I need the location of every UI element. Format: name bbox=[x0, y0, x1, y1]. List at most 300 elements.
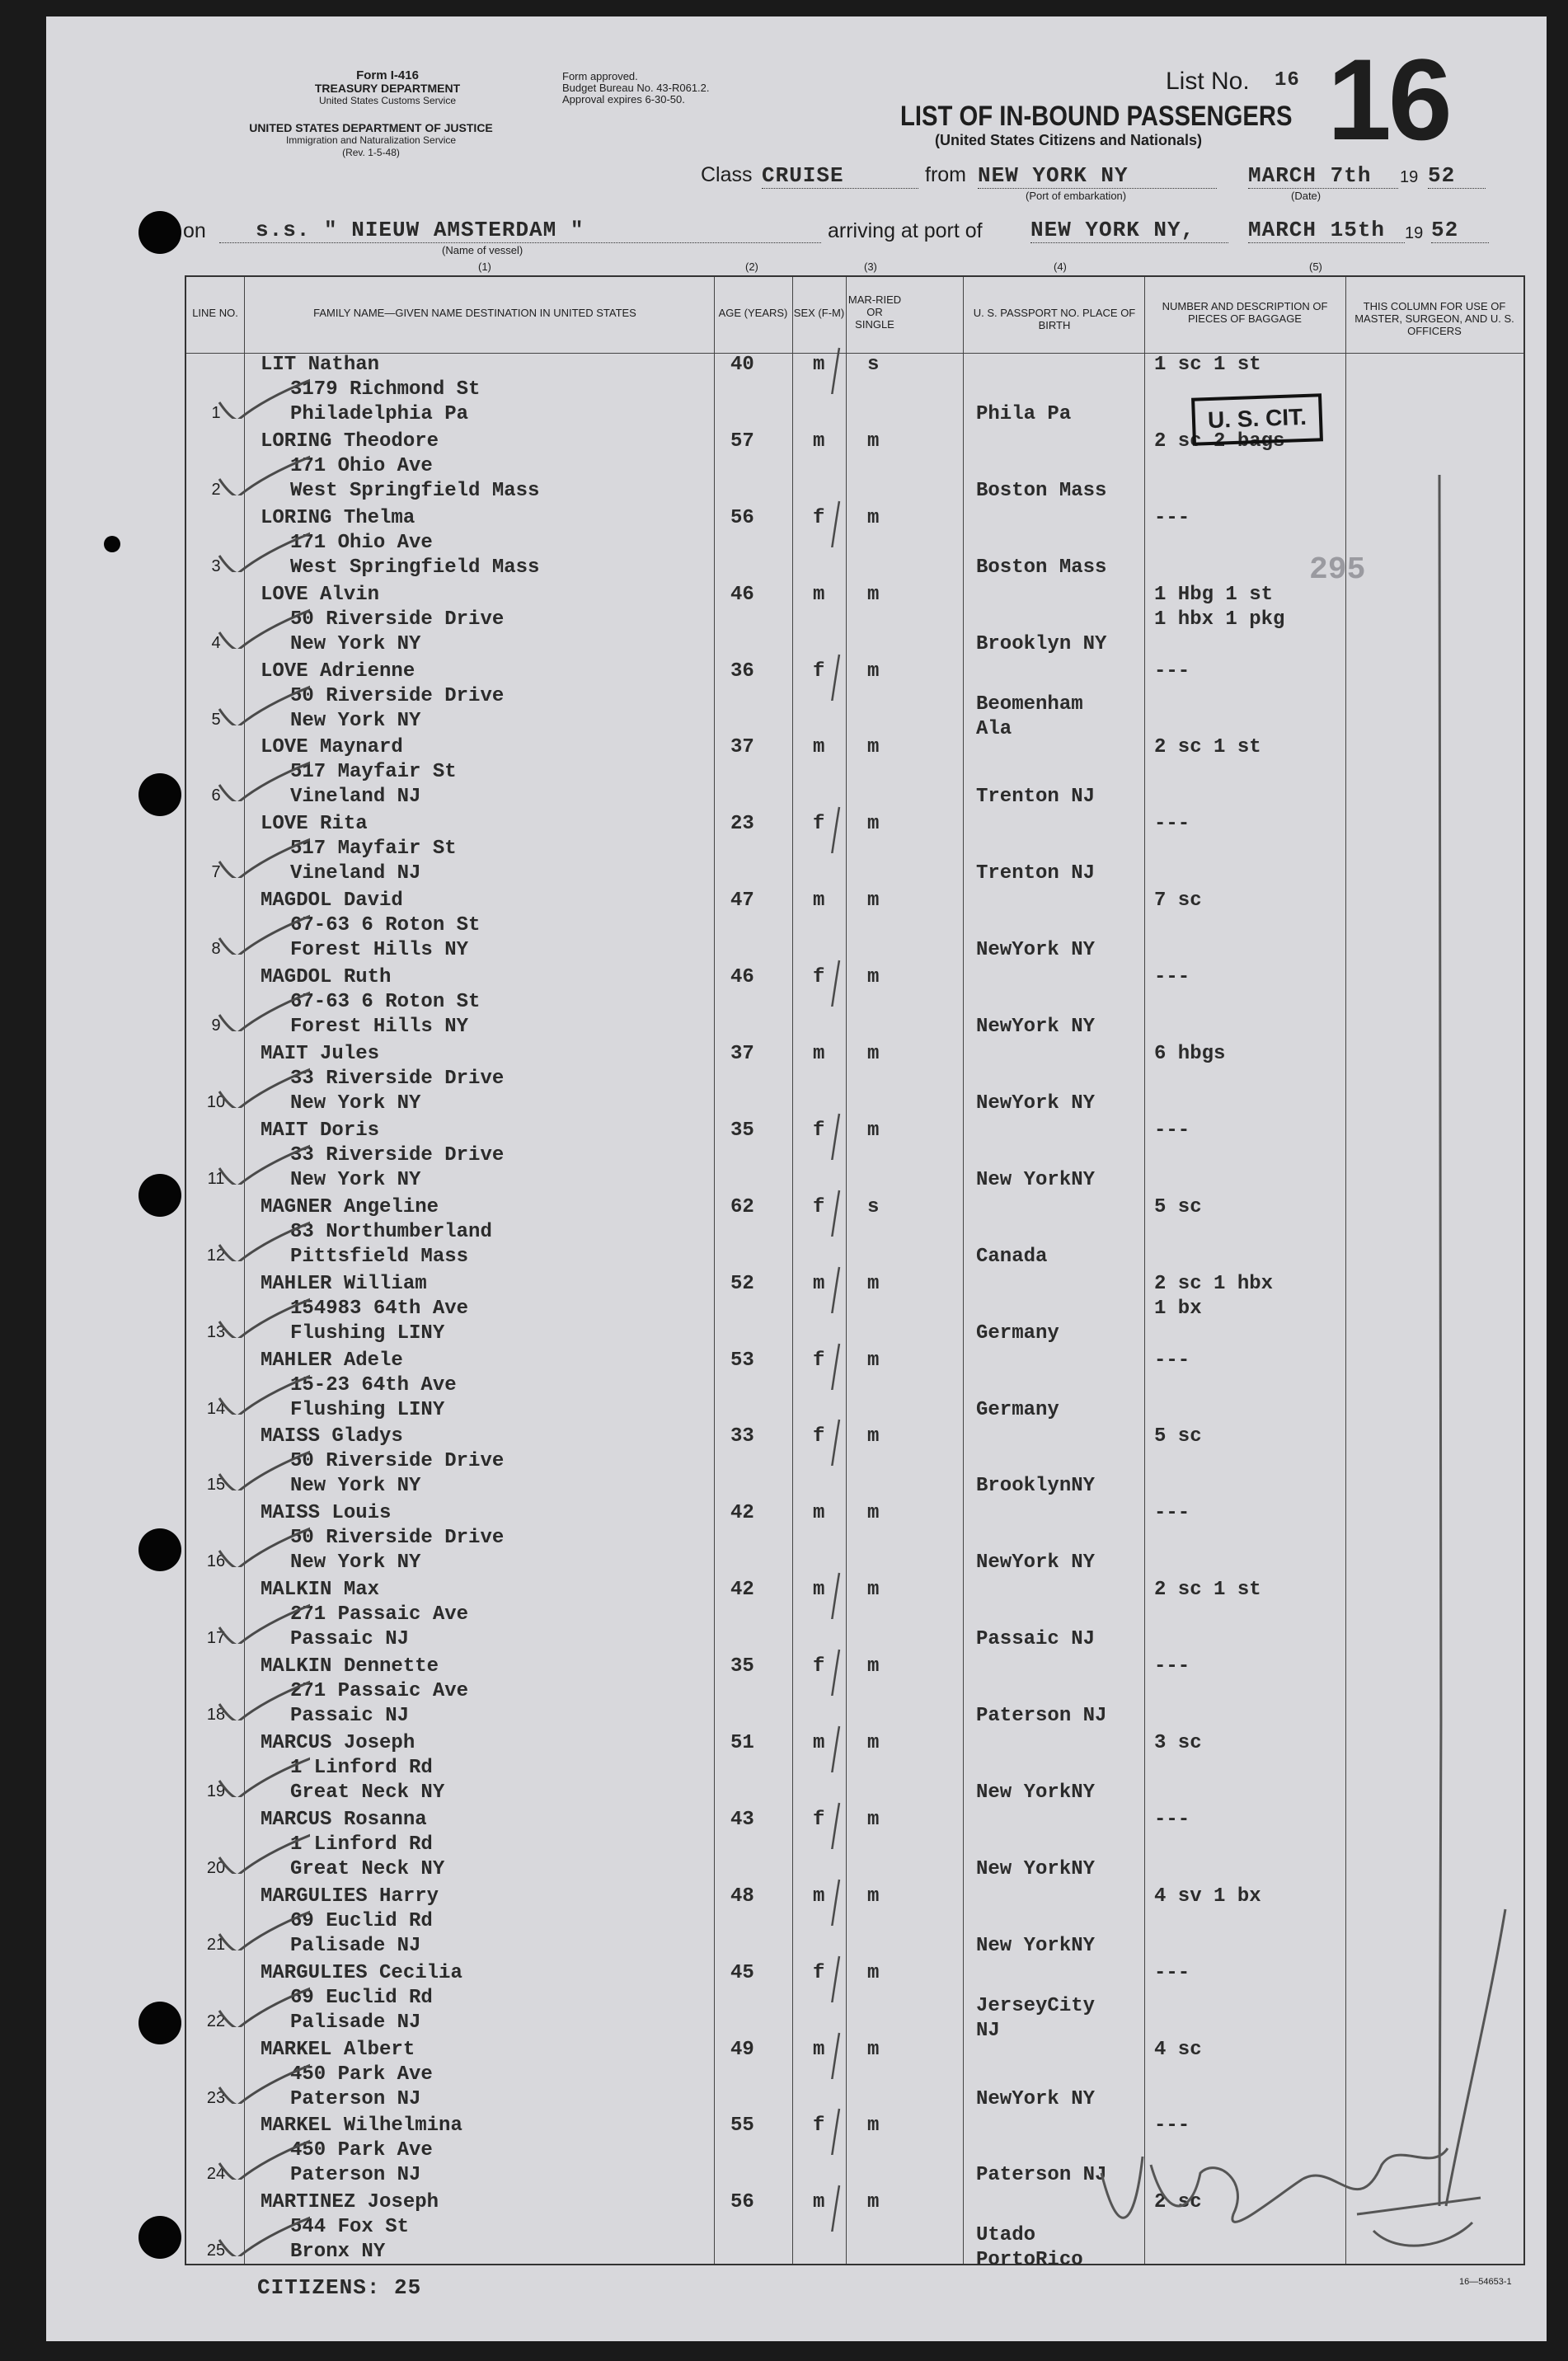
address-line-2: New York NY bbox=[290, 1551, 421, 1575]
sex: f bbox=[813, 659, 825, 683]
line-number: 15 bbox=[206, 1476, 226, 1495]
check-mark-icon bbox=[211, 1441, 310, 1490]
tick-mark-icon bbox=[821, 1800, 920, 1849]
passenger-name: MARCUS Joseph bbox=[261, 1732, 415, 1755]
check-mark-icon bbox=[211, 676, 310, 725]
date-year: 52 bbox=[1428, 163, 1486, 189]
baggage: --- bbox=[1154, 659, 1190, 683]
date-19: 19 bbox=[1400, 168, 1419, 186]
address-line-2: Pittsfield Mass bbox=[290, 1245, 469, 1268]
check-mark-icon bbox=[211, 1212, 310, 1261]
binder-hole bbox=[138, 2002, 181, 2044]
tick-mark-icon bbox=[821, 1876, 920, 1926]
sex: m bbox=[813, 1579, 825, 1602]
form-approved bbox=[562, 71, 710, 106]
check-mark-icon bbox=[211, 2207, 310, 2256]
address-line-2: Passaic NJ bbox=[290, 1628, 410, 1651]
birthplace: Canada bbox=[976, 1245, 1048, 1268]
baggage: 2 sc 1 st bbox=[1154, 736, 1261, 759]
birthplace: Paterson NJ bbox=[976, 1705, 1107, 1728]
address-line-2: Flushing LINY bbox=[290, 1398, 445, 1421]
address-line-1: 450 Park Ave bbox=[290, 2139, 433, 2162]
address-line-1: 517 Mayfair St bbox=[290, 838, 457, 861]
sex: m bbox=[813, 1043, 825, 1066]
baggage: --- bbox=[1154, 966, 1190, 989]
binder-hole bbox=[104, 536, 120, 552]
birthplace: Trenton NJ bbox=[976, 786, 1096, 809]
marital-status: m bbox=[867, 1885, 880, 1908]
address-line-2: Paterson NJ bbox=[290, 2087, 421, 2110]
marital-status: m bbox=[867, 1425, 880, 1448]
marital-status: m bbox=[867, 659, 880, 683]
passenger-name: MAISS Gladys bbox=[261, 1425, 403, 1448]
age: 52 bbox=[730, 1272, 754, 1295]
address-line-1: 450 Park Ave bbox=[290, 2063, 433, 2086]
baggage: 3 sc bbox=[1154, 1732, 1202, 1755]
birthplace: Boston Mass bbox=[976, 479, 1107, 502]
col-baggage: NUMBER AND DESCRIPTION OF PIECES OF BAGGAGE bbox=[1162, 300, 1328, 325]
binder-hole bbox=[138, 2216, 181, 2259]
col-officers: THIS COLUMN FOR USE OF MASTER, SURGEON, AND U. S. OFFICERS bbox=[1354, 300, 1514, 337]
sex: m bbox=[813, 1885, 825, 1908]
budget-text: Budget Bureau No. 43-R061.2. bbox=[562, 82, 710, 94]
address-line-1: 271 Passaic Ave bbox=[290, 1680, 469, 1703]
list-no-label: List No. bbox=[1166, 68, 1250, 95]
check-mark-icon bbox=[211, 905, 310, 955]
approved-text: Form approved. bbox=[562, 70, 638, 82]
date-caption: (Date) bbox=[1291, 190, 1322, 202]
class-label: Class bbox=[701, 163, 753, 186]
address-line-1: 50 Riverside Drive bbox=[290, 1450, 505, 1473]
check-mark-icon bbox=[211, 1748, 310, 1797]
col-line: LINE NO. bbox=[192, 307, 238, 319]
passenger-name: MAGDOL David bbox=[261, 889, 403, 913]
birthplace: Germany bbox=[976, 1321, 1059, 1345]
address-line-1: 33 Riverside Drive bbox=[290, 1143, 505, 1166]
check-mark-icon bbox=[211, 523, 310, 572]
sex: f bbox=[813, 1961, 825, 1984]
arrival-port: NEW YORK NY, bbox=[1030, 218, 1228, 243]
birthplace: NewYork NY bbox=[976, 1016, 1096, 1039]
birthplace: Beomenham bbox=[976, 692, 1083, 716]
age: 40 bbox=[730, 354, 754, 376]
sex: m bbox=[813, 1502, 825, 1525]
tick-mark-icon bbox=[821, 2030, 920, 2079]
form-revision: (Rev. 1-5-48) bbox=[342, 147, 400, 158]
line-number: 2 bbox=[211, 480, 221, 499]
address-line-1: 50 Riverside Drive bbox=[290, 1527, 505, 1550]
line-number: 7 bbox=[211, 863, 221, 882]
line-number: 22 bbox=[206, 2011, 226, 2030]
col-num-2: (2) bbox=[745, 261, 758, 273]
passenger-name: MARCUS Rosanna bbox=[261, 1808, 427, 1831]
age: 56 bbox=[730, 506, 754, 529]
sex: f bbox=[813, 966, 825, 989]
binder-hole bbox=[138, 1528, 181, 1571]
marital-status: m bbox=[867, 1349, 880, 1372]
tick-mark-icon bbox=[821, 2182, 920, 2232]
col-age: AGE (YEARS) bbox=[718, 307, 788, 319]
address-line-2: Vineland NJ bbox=[290, 862, 421, 885]
address-line-2: Forest Hills NY bbox=[290, 939, 469, 962]
marital-status: m bbox=[867, 1272, 880, 1295]
marital-status: m bbox=[867, 583, 880, 606]
age: 47 bbox=[730, 889, 754, 913]
class-value: CRUISE bbox=[762, 163, 918, 189]
address-line-2: New York NY bbox=[290, 709, 421, 732]
baggage: 2 sc 1 hbx bbox=[1154, 1272, 1274, 1295]
line-number: 19 bbox=[206, 1782, 226, 1801]
address-line-2: New York NY bbox=[290, 632, 421, 655]
tick-mark-icon bbox=[821, 1953, 920, 2002]
line-number: 24 bbox=[206, 2165, 226, 2184]
address-line-2: West Springfield Mass bbox=[290, 479, 540, 502]
check-mark-icon bbox=[211, 1901, 310, 1950]
address-line-2: New York NY bbox=[290, 1168, 421, 1191]
age: 35 bbox=[730, 1655, 754, 1678]
age: 42 bbox=[730, 1502, 754, 1525]
marital-status: m bbox=[867, 1502, 880, 1525]
baggage: 5 sc bbox=[1154, 1425, 1202, 1448]
birthplace-2: Ala bbox=[976, 717, 1012, 740]
form-number: Form I-416 bbox=[356, 68, 419, 82]
baggage: --- bbox=[1154, 506, 1190, 529]
address-line-2: New York NY bbox=[290, 1475, 421, 1498]
tick-mark-icon bbox=[821, 2105, 920, 2155]
age: 49 bbox=[730, 2038, 754, 2061]
check-mark-icon bbox=[211, 982, 310, 1031]
address-line-1: 83 Northumberland bbox=[290, 1220, 492, 1243]
check-mark-icon bbox=[211, 599, 310, 649]
address-line-1: 171 Ohio Ave bbox=[290, 454, 433, 477]
age: 56 bbox=[730, 2191, 754, 2214]
passenger-table bbox=[185, 275, 1525, 2272]
sex: m bbox=[813, 889, 825, 913]
baggage: 4 sc bbox=[1154, 2038, 1202, 2061]
address-line-2: West Springfield Mass bbox=[290, 556, 540, 579]
marital-status: m bbox=[867, 1808, 880, 1831]
address-line-1: 15-23 64th Ave bbox=[290, 1373, 457, 1396]
baggage: 2 sc 2 bags bbox=[1154, 429, 1285, 453]
table-row bbox=[186, 353, 1523, 429]
arrival-year: 52 bbox=[1431, 218, 1489, 243]
marital-status: m bbox=[867, 966, 880, 989]
birthplace: Trenton NJ bbox=[976, 862, 1096, 885]
passenger-name: LORING Theodore bbox=[261, 429, 439, 453]
col-num-3: (3) bbox=[864, 261, 877, 273]
tick-mark-icon bbox=[821, 1264, 920, 1313]
check-mark-icon bbox=[211, 1518, 310, 1567]
marital-status: m bbox=[867, 1043, 880, 1066]
birthplace: NewYork NY bbox=[976, 2087, 1096, 2110]
baggage: 1 sc 1 st bbox=[1154, 354, 1261, 376]
arriving-label: arriving at port of bbox=[828, 219, 983, 242]
birthplace: New YorkNY bbox=[976, 1934, 1096, 1957]
line-number: 11 bbox=[207, 1169, 225, 1188]
officer-pencil-marks bbox=[1242, 458, 1522, 2255]
sex: m bbox=[813, 2038, 825, 2061]
officer-signature-icon bbox=[1085, 2124, 1514, 2264]
expires-text: Approval expires 6-30-50. bbox=[562, 93, 685, 106]
address-line-1: 171 Ohio Ave bbox=[290, 531, 433, 554]
line-number: 13 bbox=[206, 1322, 226, 1341]
birthplace: NewYork NY bbox=[976, 939, 1096, 962]
sex: m bbox=[813, 429, 825, 453]
address-line-1: 1 Linford Rd bbox=[290, 1757, 433, 1780]
marital-status: m bbox=[867, 2115, 880, 2138]
tick-mark-icon bbox=[821, 1570, 920, 1619]
baggage: --- bbox=[1154, 1502, 1190, 1525]
baggage-2: 1 bx bbox=[1154, 1297, 1202, 1320]
address-line-2: Great Neck NY bbox=[290, 1781, 445, 1805]
check-mark-icon bbox=[211, 446, 310, 495]
check-mark-icon bbox=[211, 828, 310, 878]
birthplace: New YorkNY bbox=[976, 1857, 1096, 1880]
birthplace-2: PortoRico bbox=[976, 2249, 1083, 2272]
line-number: 16 bbox=[206, 1552, 226, 1571]
binder-hole bbox=[138, 773, 181, 816]
address-line-2: Great Neck NY bbox=[290, 1857, 445, 1880]
marital-status: m bbox=[867, 1119, 880, 1142]
check-mark-icon bbox=[211, 1671, 310, 1720]
birthplace: JerseyCity bbox=[976, 1994, 1096, 2017]
passenger-name: MAIT Doris bbox=[261, 1119, 380, 1142]
vessel-name: s.s. " NIEUW AMSTERDAM " bbox=[219, 218, 821, 243]
embark-caption: (Port of embarkation) bbox=[1026, 190, 1127, 202]
check-mark-icon bbox=[211, 1135, 310, 1185]
sex: m bbox=[813, 583, 825, 606]
on-label: on bbox=[183, 219, 206, 242]
birthplace: Germany bbox=[976, 1398, 1059, 1421]
birthplace-2: NJ bbox=[976, 2019, 1000, 2042]
address-line-2: New York NY bbox=[290, 1092, 421, 1115]
baggage: --- bbox=[1154, 1119, 1190, 1142]
check-mark-icon bbox=[211, 1058, 310, 1108]
check-mark-icon bbox=[211, 1824, 310, 1874]
passenger-name: MAHLER William bbox=[261, 1272, 427, 1295]
passenger-name: LORING Thelma bbox=[261, 506, 415, 529]
passenger-name: LOVE Alvin bbox=[261, 583, 380, 606]
tick-mark-icon bbox=[821, 1187, 920, 1237]
birthplace: NewYork NY bbox=[976, 1551, 1096, 1575]
age: 55 bbox=[730, 2115, 754, 2138]
baggage-2: 1 hbx 1 pkg bbox=[1154, 608, 1285, 631]
address-line-2: Paterson NJ bbox=[290, 2164, 421, 2187]
tick-mark-icon bbox=[821, 498, 920, 547]
sex: f bbox=[813, 2115, 825, 2138]
age: 37 bbox=[730, 736, 754, 759]
passenger-name: MARGULIES Harry bbox=[261, 1885, 439, 1908]
address-line-2: Bronx NY bbox=[290, 2241, 386, 2264]
check-mark-icon bbox=[211, 752, 310, 801]
birthplace: Paterson NJ bbox=[976, 2164, 1107, 2187]
tick-mark-icon bbox=[821, 345, 920, 394]
passenger-name: MALKIN Dennette bbox=[261, 1655, 439, 1678]
marital-status: s bbox=[867, 354, 880, 376]
line-number: 5 bbox=[211, 710, 221, 729]
tick-mark-icon bbox=[821, 1110, 920, 1160]
line-number: 14 bbox=[206, 1399, 226, 1418]
passenger-name: LOVE Maynard bbox=[261, 736, 403, 759]
date-value: MARCH 7th bbox=[1248, 163, 1398, 189]
age: 33 bbox=[730, 1425, 754, 1448]
marital-status: m bbox=[867, 1732, 880, 1755]
sex: f bbox=[813, 1349, 825, 1372]
marital-status: m bbox=[867, 736, 880, 759]
age: 43 bbox=[730, 1808, 754, 1831]
vessel-caption: (Name of vessel) bbox=[442, 244, 523, 256]
dept-justice: UNITED STATES DEPARTMENT OF JUSTICE bbox=[249, 121, 493, 134]
address-line-1: 33 Riverside Drive bbox=[290, 1068, 505, 1091]
passenger-name: MAGNER Angeline bbox=[261, 1195, 439, 1218]
passenger-name: MALKIN Max bbox=[261, 1579, 380, 1602]
age: 42 bbox=[730, 1579, 754, 1602]
sex: m bbox=[813, 736, 825, 759]
check-mark-icon bbox=[211, 1978, 310, 2027]
marital-status: m bbox=[867, 2191, 880, 2214]
col-num-4: (4) bbox=[1054, 261, 1067, 273]
list-no-typed: 16 bbox=[1275, 69, 1300, 92]
from-label: from bbox=[925, 163, 966, 186]
sex: m bbox=[813, 1272, 825, 1295]
baggage: --- bbox=[1154, 813, 1190, 836]
passenger-name: MARKEL Albert bbox=[261, 2038, 415, 2061]
age: 36 bbox=[730, 659, 754, 683]
tick-mark-icon bbox=[821, 651, 920, 701]
baggage: 4 sv 1 bx bbox=[1154, 1885, 1261, 1908]
line-number: 4 bbox=[211, 633, 221, 652]
address-line-1: 69 Euclid Rd bbox=[290, 1986, 433, 2009]
address-line-2: Forest Hills NY bbox=[290, 1016, 469, 1039]
line-number: 25 bbox=[206, 2241, 226, 2260]
line-number: 3 bbox=[211, 556, 221, 575]
line-number: 1 bbox=[211, 404, 221, 422]
address-line-1: 50 Riverside Drive bbox=[290, 684, 505, 707]
marital-status: m bbox=[867, 1579, 880, 1602]
passenger-name: MAIT Jules bbox=[261, 1043, 380, 1066]
marital-status: m bbox=[867, 1961, 880, 1984]
baggage: --- bbox=[1154, 2115, 1190, 2138]
check-mark-icon bbox=[211, 2054, 310, 2104]
check-mark-icon bbox=[211, 1365, 310, 1415]
baggage: 5 sc bbox=[1154, 1195, 1202, 1218]
col-num-5: (5) bbox=[1309, 261, 1322, 273]
line-number: 18 bbox=[206, 1706, 226, 1725]
line-number: 9 bbox=[211, 1016, 221, 1035]
address-line-1: 67-63 6 Roton St bbox=[290, 991, 481, 1014]
check-mark-icon bbox=[211, 1594, 310, 1644]
age: 57 bbox=[730, 429, 754, 453]
form-code: 16—54653-1 bbox=[1459, 2277, 1512, 2287]
arrival-date: MARCH 15th bbox=[1248, 218, 1405, 243]
baggage: --- bbox=[1154, 1808, 1190, 1831]
page-title: LIST OF IN-BOUND PASSENGERS bbox=[900, 101, 1293, 132]
baggage: 7 sc bbox=[1154, 889, 1202, 913]
marital-status: m bbox=[867, 1655, 880, 1678]
passenger-name: MARKEL Wilhelmina bbox=[261, 2115, 462, 2138]
address-line-2: Passaic NJ bbox=[290, 1705, 410, 1728]
address-line-2: Palisade NJ bbox=[290, 1934, 421, 1957]
check-mark-icon bbox=[211, 369, 310, 419]
tick-mark-icon bbox=[821, 1723, 920, 1772]
binder-hole bbox=[138, 211, 181, 254]
sex: f bbox=[813, 1119, 825, 1142]
age: 46 bbox=[730, 583, 754, 606]
sex: m bbox=[813, 1732, 825, 1755]
age: 46 bbox=[730, 966, 754, 989]
baggage: 1 Hbg 1 st bbox=[1154, 583, 1274, 606]
passenger-name: MAGDOL Ruth bbox=[261, 966, 392, 989]
line-number: 20 bbox=[206, 1858, 226, 1877]
line-number: 12 bbox=[206, 1246, 226, 1265]
address-line-1: 69 Euclid Rd bbox=[290, 1909, 433, 1932]
birthplace: Phila Pa bbox=[976, 403, 1072, 425]
col-name: FAMILY NAME—GIVEN NAME DESTINATION IN UNITED STATES bbox=[313, 307, 636, 319]
address-line-1: 67-63 6 Roton St bbox=[290, 914, 481, 937]
tick-mark-icon bbox=[821, 1416, 920, 1466]
passenger-name: LOVE Adrienne bbox=[261, 659, 415, 683]
marital-status: m bbox=[867, 429, 880, 453]
sex: f bbox=[813, 1655, 825, 1678]
age: 62 bbox=[730, 1195, 754, 1218]
baggage: 2 sc 1 st bbox=[1154, 1579, 1261, 1602]
address-line-1: 271 Passaic Ave bbox=[290, 1603, 469, 1626]
line-number: 21 bbox=[206, 1935, 226, 1954]
marital-status: m bbox=[867, 2038, 880, 2061]
line-number: 10 bbox=[206, 1093, 226, 1112]
sex: m bbox=[813, 2191, 825, 2214]
baggage: --- bbox=[1154, 1961, 1190, 1984]
dept-treasury-sub: United States Customs Service bbox=[318, 95, 457, 106]
sex: m bbox=[813, 354, 825, 376]
baggage: --- bbox=[1154, 1655, 1190, 1678]
baggage: 6 hbgs bbox=[1154, 1043, 1226, 1066]
line-number: 17 bbox=[206, 1629, 226, 1648]
us-citizen-stamp: U. S. CIT. bbox=[1191, 393, 1323, 445]
marital-status: m bbox=[867, 506, 880, 529]
birthplace: Passaic NJ bbox=[976, 1628, 1096, 1651]
arrival-19: 19 bbox=[1405, 224, 1424, 242]
address-line-2: Philadelphia Pa bbox=[290, 403, 469, 425]
age: 53 bbox=[730, 1349, 754, 1372]
sex: f bbox=[813, 1425, 825, 1448]
birthplace: Boston Mass bbox=[976, 556, 1107, 579]
pencil-number: 295 bbox=[1309, 552, 1366, 588]
binder-hole bbox=[138, 1174, 181, 1217]
sex: f bbox=[813, 1808, 825, 1831]
age: 45 bbox=[730, 1961, 754, 1984]
line-number: 8 bbox=[211, 940, 221, 959]
dept-treasury: TREASURY DEPARTMENT bbox=[314, 82, 461, 95]
address-line-1: 1 Linford Rd bbox=[290, 1833, 433, 1856]
birthplace: BrooklynNY bbox=[976, 1475, 1096, 1498]
address-line-2: Palisade NJ bbox=[290, 2011, 421, 2034]
tick-mark-icon bbox=[821, 804, 920, 853]
address-line-1: 154983 64th Ave bbox=[290, 1297, 469, 1320]
dept-justice-sub: Immigration and Naturalization Service bbox=[285, 134, 457, 146]
baggage: 2 sc bbox=[1154, 2191, 1202, 2214]
address-line-1: 3179 Richmond St bbox=[290, 378, 481, 401]
passenger-name: MARTINEZ Joseph bbox=[261, 2191, 439, 2214]
marital-status: s bbox=[867, 1195, 880, 1218]
col-num-1: (1) bbox=[478, 261, 491, 273]
address-line-2: Flushing LINY bbox=[290, 1321, 445, 1345]
tick-mark-icon bbox=[821, 1340, 920, 1390]
address-line-1: 544 Fox St bbox=[290, 2216, 410, 2239]
passenger-name: MARGULIES Cecilia bbox=[261, 1961, 462, 1984]
birthplace: Utado bbox=[976, 2224, 1036, 2247]
citizens-total: CITIZENS: 25 bbox=[257, 2275, 422, 2300]
